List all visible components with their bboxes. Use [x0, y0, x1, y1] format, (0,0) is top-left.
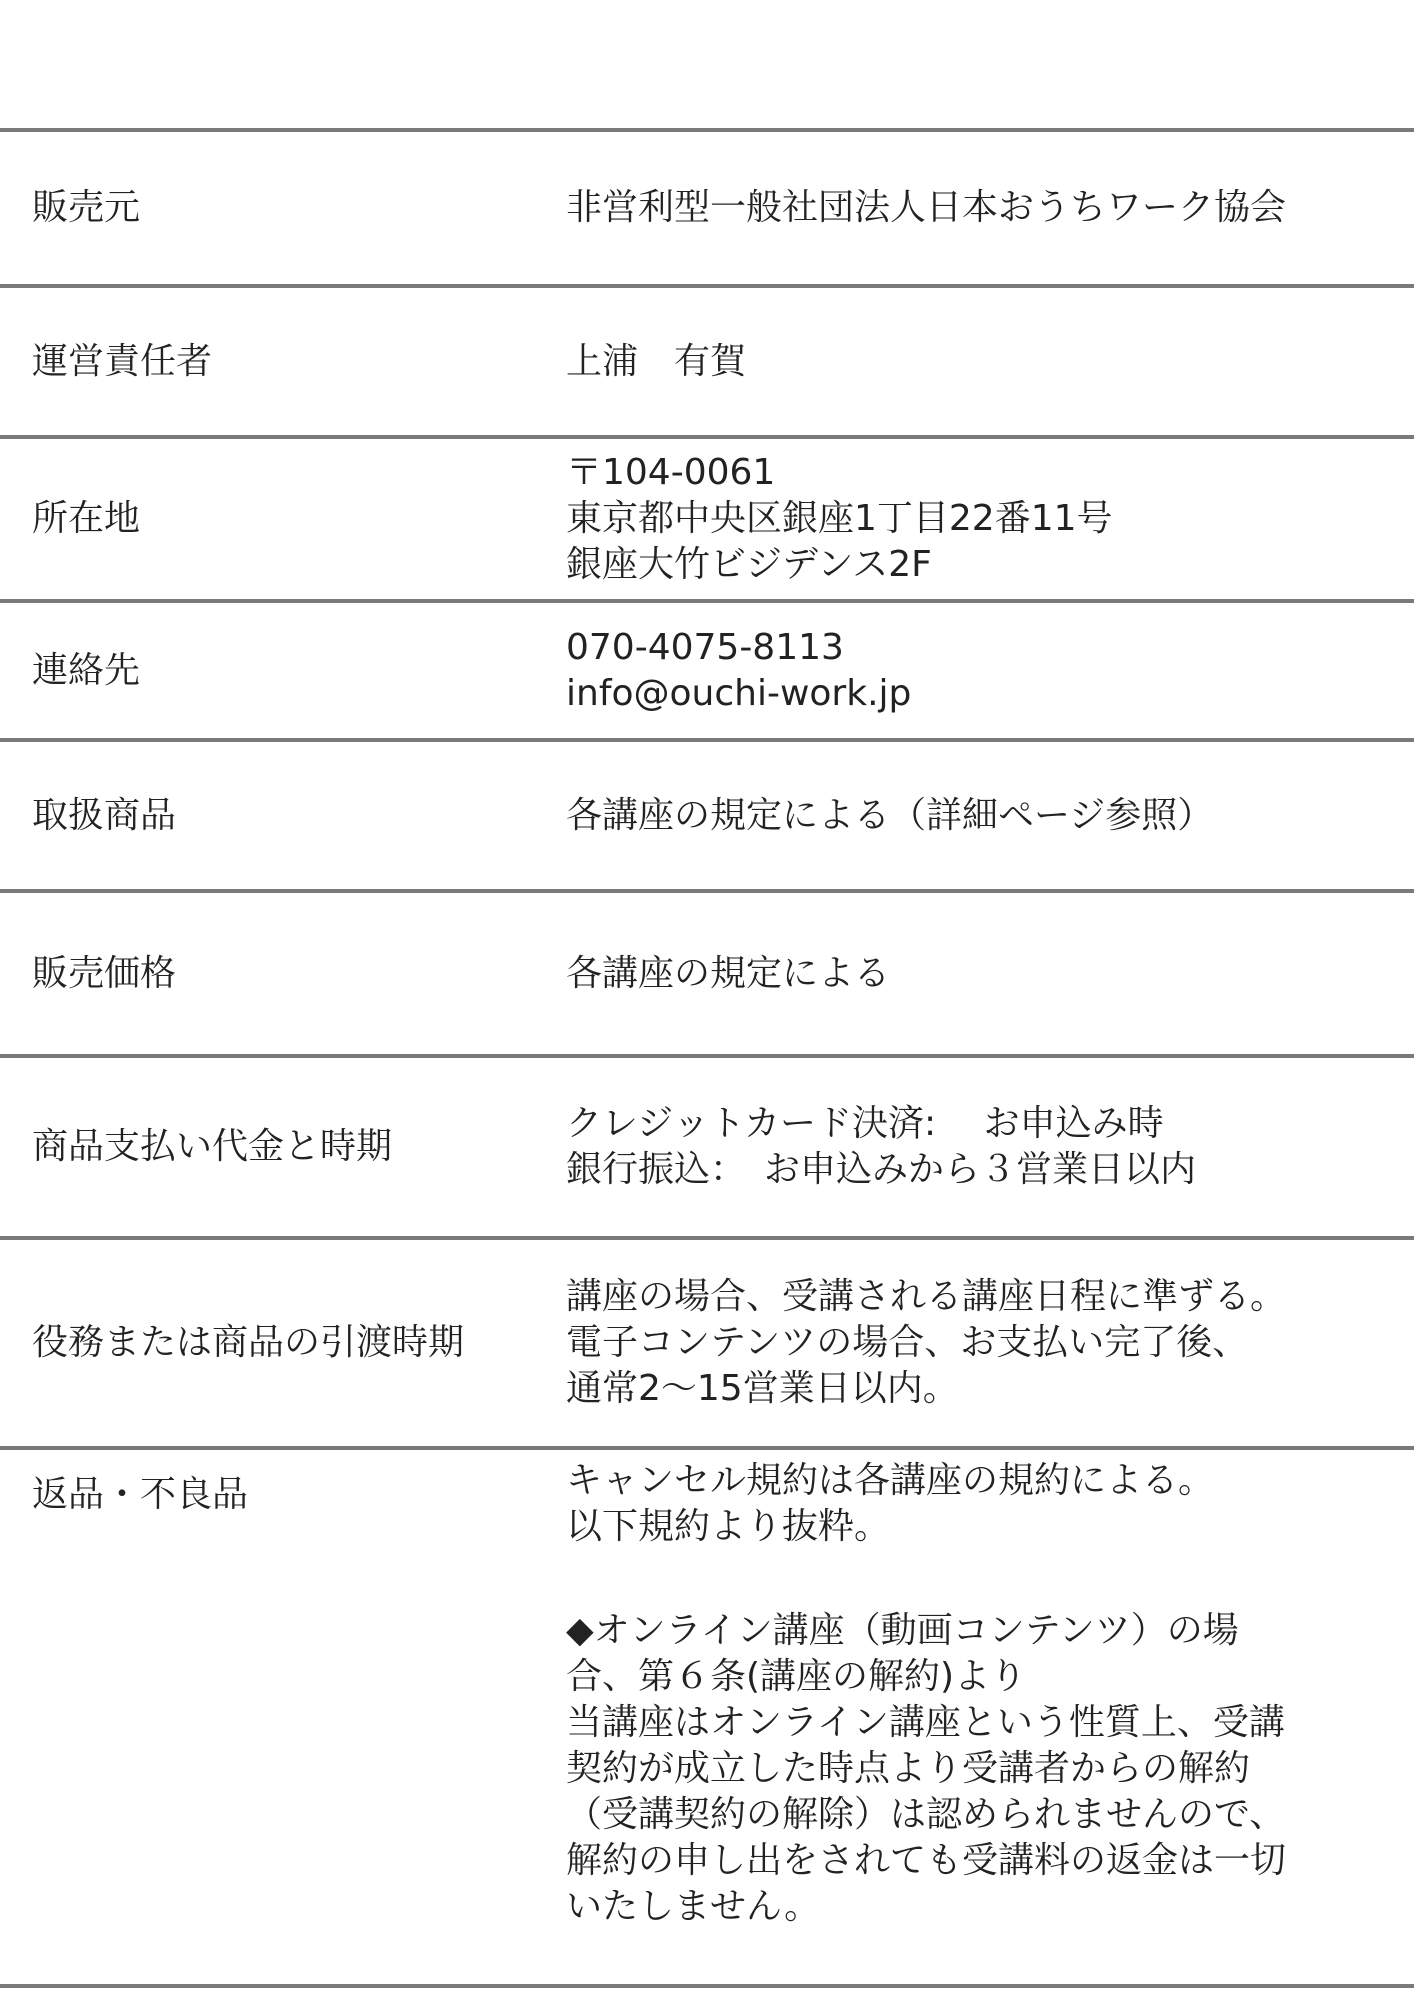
value-line: 上浦 有賀 — [566, 340, 747, 382]
row-value — [566, 1450, 1414, 1930]
table-row-delivery — [0, 1240, 1414, 1450]
table-row-manager — [0, 288, 1414, 439]
table-row-contact — [0, 603, 1414, 742]
row-value — [566, 625, 1414, 717]
value-line: 各講座の規定による（詳細ページ参照） — [566, 794, 1214, 836]
row-label: 連絡先 — [32, 649, 141, 691]
row-value — [566, 951, 1414, 997]
row-label: 取扱商品 — [32, 794, 177, 836]
row-label: 所在地 — [32, 498, 141, 539]
row-value — [566, 1101, 1414, 1193]
phone-number: 070-4075-8113 — [566, 626, 844, 668]
table-row-returns — [0, 1450, 1414, 1988]
value-line: （受講契約の解除）は認められませんので、 — [566, 1794, 1286, 1835]
value-line: 東京都中央区銀座1丁目22番11号 — [566, 498, 1113, 539]
row-value — [566, 450, 1414, 588]
row-label: 商品支払い代金と時期 — [32, 1126, 393, 1167]
value-line: 非営利型一般社団法人日本おうちワーク協会 — [566, 187, 1287, 228]
table-row-products — [0, 742, 1414, 893]
value-line: 銀行振込： お申込みから３営業日以内 — [566, 1149, 1197, 1190]
value-line: 各講座の規定による — [566, 952, 891, 994]
table-row-seller — [0, 132, 1414, 288]
table-row-price — [0, 893, 1414, 1058]
value-line: 以下規約より抜粋。 — [566, 1506, 891, 1547]
row-label: 運営責任者 — [32, 340, 213, 382]
value-line: 合、第６条(講座の解約)より — [566, 1656, 1027, 1697]
email-address: info@ouchi-work.jp — [566, 672, 912, 714]
value-line: 電子コンテンツの場合、お支払い完了後、 — [566, 1322, 1249, 1363]
value-line: 当講座はオンライン講座という性質上、受講 — [566, 1702, 1285, 1743]
value-line: 〒104-0061 — [566, 452, 776, 493]
value-line: 契約が成立した時点より受講者からの解約 — [566, 1748, 1251, 1789]
value-line: ◆オンライン講座（動画コンテンツ）の場 — [566, 1610, 1239, 1651]
value-line: 講座の場合、受講される講座日程に準ずる。 — [566, 1276, 1287, 1317]
value-line: 通常2〜15営業日以内。 — [566, 1368, 959, 1409]
row-label: 返品・不良品 — [32, 1474, 249, 1515]
value-line: いたしません。 — [566, 1886, 821, 1927]
blank-line — [566, 1550, 1394, 1608]
row-value — [566, 1274, 1414, 1412]
row-value — [566, 185, 1414, 231]
table-row-address — [0, 439, 1414, 603]
value-line: 銀座大竹ビジデンス2F — [566, 544, 932, 585]
business-info-table — [0, 128, 1414, 1988]
row-value — [566, 793, 1414, 839]
row-value — [566, 339, 1414, 385]
row-label: 販売価格 — [32, 952, 177, 994]
row-label: 役務または商品の引渡時期 — [32, 1322, 465, 1363]
value-line: クレジットカード決済: お申込み時 — [566, 1103, 1164, 1144]
value-line: キャンセル規約は各講座の規約による。 — [566, 1460, 1215, 1501]
table-row-payment — [0, 1058, 1414, 1240]
value-line: 解約の申し出をされても受講料の返金は一切 — [566, 1840, 1287, 1881]
row-label: 販売元 — [32, 187, 141, 228]
